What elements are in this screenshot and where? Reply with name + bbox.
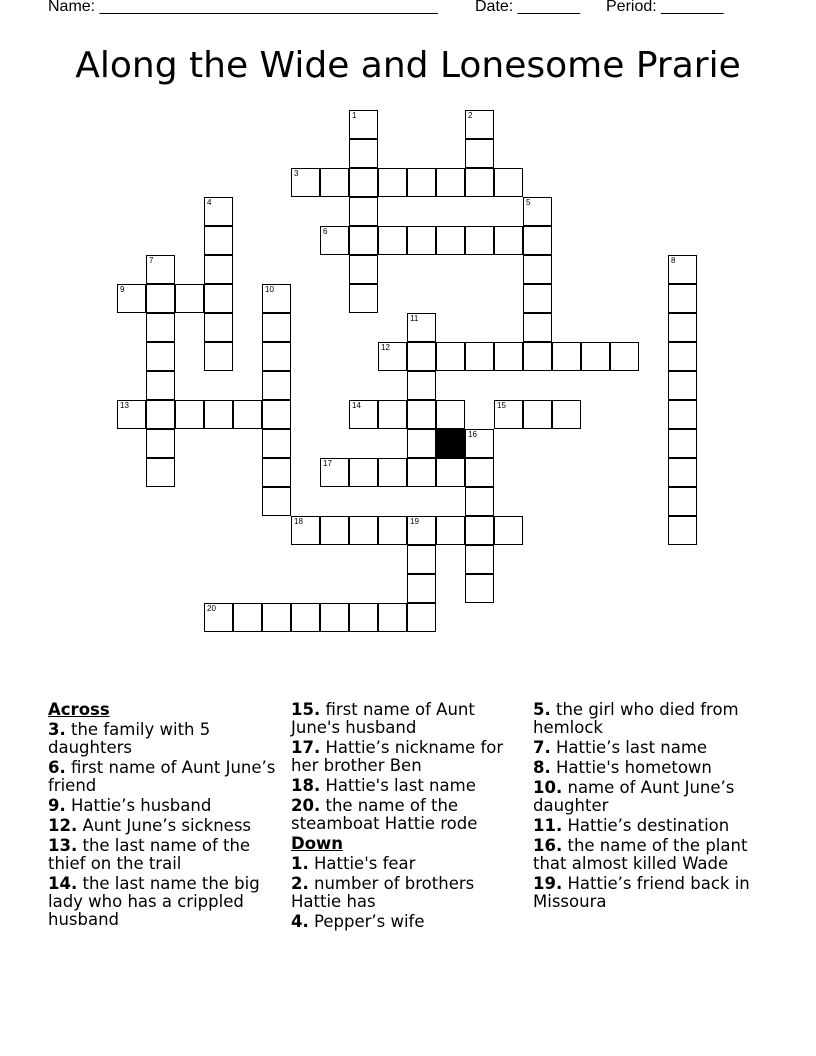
crossword-cell[interactable] bbox=[407, 371, 436, 400]
clue-number: 3 bbox=[294, 169, 299, 178]
crossword-cell[interactable] bbox=[262, 342, 291, 371]
down-clue-5: 5. the girl who died from hemlock bbox=[533, 700, 739, 737]
crossword-cell[interactable] bbox=[465, 110, 494, 139]
crossword-cell[interactable] bbox=[407, 603, 436, 632]
clue-number: 8 bbox=[671, 256, 676, 265]
across-clue-18: 18. Hattie's last name bbox=[291, 776, 476, 795]
crossword-cell[interactable] bbox=[436, 226, 465, 255]
crossword-cell[interactable] bbox=[407, 429, 436, 458]
black-square bbox=[436, 429, 465, 458]
clue-number: 17 bbox=[323, 459, 332, 468]
crossword-cell[interactable] bbox=[349, 168, 378, 197]
down-clue-1: 1. Hattie's fear bbox=[291, 854, 416, 873]
crossword-cell[interactable] bbox=[378, 168, 407, 197]
crossword-cell[interactable] bbox=[175, 284, 204, 313]
period-field[interactable]: Period: _______ bbox=[606, 0, 724, 15]
crossword-cell[interactable] bbox=[291, 168, 320, 197]
crossword-cell[interactable] bbox=[204, 226, 233, 255]
crossword-cell[interactable] bbox=[262, 313, 291, 342]
across-clue-14: 14. the last name the big lady who has a crippled husband bbox=[48, 874, 260, 929]
crossword-cell[interactable] bbox=[349, 284, 378, 313]
crossword-cell[interactable] bbox=[204, 342, 233, 371]
crossword-cell[interactable] bbox=[378, 226, 407, 255]
crossword-cell[interactable] bbox=[204, 255, 233, 284]
clue-number: 4 bbox=[207, 198, 212, 207]
crossword-cell[interactable] bbox=[407, 458, 436, 487]
clue-number: 19 bbox=[410, 517, 419, 526]
crossword-cell[interactable] bbox=[668, 342, 697, 371]
down-clue-11: 11. Hattie’s destination bbox=[533, 816, 730, 835]
crossword-cell[interactable] bbox=[320, 458, 349, 487]
clue-number: 18 bbox=[294, 517, 303, 526]
across-clue-9: 9. Hattie’s husband bbox=[48, 796, 212, 815]
crossword-cell[interactable] bbox=[204, 284, 233, 313]
crossword-cell[interactable] bbox=[523, 255, 552, 284]
crossword-cell[interactable] bbox=[378, 342, 407, 371]
crossword-cell[interactable] bbox=[146, 458, 175, 487]
clue-number: 15 bbox=[497, 401, 506, 410]
clue-number: 9 bbox=[120, 285, 125, 294]
crossword-cell[interactable] bbox=[407, 226, 436, 255]
crossword-cell[interactable] bbox=[523, 284, 552, 313]
crossword-cell[interactable] bbox=[262, 487, 291, 516]
across-clue-13: 13. the last name of the thief on the trail bbox=[48, 836, 251, 873]
crossword-cell[interactable] bbox=[407, 545, 436, 574]
crossword-cell[interactable] bbox=[668, 400, 697, 429]
crossword-cell[interactable] bbox=[349, 458, 378, 487]
crossword-cell[interactable] bbox=[175, 400, 204, 429]
crossword-cell[interactable] bbox=[494, 516, 523, 545]
crossword-cell[interactable] bbox=[407, 516, 436, 545]
crossword-cell[interactable] bbox=[407, 168, 436, 197]
crossword-cell[interactable] bbox=[668, 516, 697, 545]
crossword-cell[interactable] bbox=[407, 313, 436, 342]
crossword-cell[interactable] bbox=[349, 197, 378, 226]
crossword-cell[interactable] bbox=[378, 603, 407, 632]
crossword-cell[interactable] bbox=[436, 168, 465, 197]
clue-number: 16 bbox=[468, 430, 477, 439]
crossword-cell[interactable] bbox=[146, 342, 175, 371]
crossword-cell[interactable] bbox=[668, 371, 697, 400]
crossword-cell[interactable] bbox=[320, 516, 349, 545]
crossword-cell[interactable] bbox=[204, 313, 233, 342]
crossword-cell[interactable] bbox=[204, 603, 233, 632]
crossword-cell[interactable] bbox=[668, 487, 697, 516]
crossword-cell[interactable] bbox=[465, 429, 494, 458]
crossword-cell[interactable] bbox=[523, 197, 552, 226]
crossword-cell[interactable] bbox=[436, 400, 465, 429]
crossword-cell[interactable] bbox=[494, 168, 523, 197]
crossword-cell[interactable] bbox=[204, 400, 233, 429]
name-field[interactable]: Name: ______________________________________ bbox=[48, 0, 438, 15]
across-clue-15: 15. first name of Aunt June's husband bbox=[291, 700, 475, 737]
clues-column-3 bbox=[533, 701, 768, 913]
crossword-cell[interactable] bbox=[465, 139, 494, 168]
crossword-cell[interactable] bbox=[117, 284, 146, 313]
crossword-cell[interactable] bbox=[349, 400, 378, 429]
crossword-cell[interactable] bbox=[349, 139, 378, 168]
puzzle-title: Along the Wide and Lonesome Prarie bbox=[75, 45, 741, 86]
down-clue-4: 4. Pepper’s wife bbox=[291, 912, 425, 931]
clue-number: 10 bbox=[265, 285, 274, 294]
crossword-cell[interactable] bbox=[320, 168, 349, 197]
crossword-cell[interactable] bbox=[349, 255, 378, 284]
crossword-cell[interactable] bbox=[378, 400, 407, 429]
across-clue-20: 20. the name of the steamboat Hattie rode bbox=[291, 796, 478, 833]
crossword-cell[interactable] bbox=[204, 197, 233, 226]
clue-number: 20 bbox=[207, 604, 216, 613]
crossword-cell[interactable] bbox=[523, 313, 552, 342]
crossword-cell[interactable] bbox=[262, 429, 291, 458]
crossword-cell[interactable] bbox=[233, 400, 262, 429]
crossword-cell[interactable] bbox=[262, 400, 291, 429]
crossword-cell[interactable] bbox=[465, 516, 494, 545]
crossword-cell[interactable] bbox=[465, 458, 494, 487]
crossword-cell[interactable] bbox=[668, 313, 697, 342]
date-field[interactable]: Date: _______ bbox=[475, 0, 580, 15]
down-clue-19: 19. Hattie’s friend back in Missoura bbox=[533, 874, 750, 911]
clue-number: 13 bbox=[120, 401, 129, 410]
crossword-cell[interactable] bbox=[668, 429, 697, 458]
crossword-cell[interactable] bbox=[349, 516, 378, 545]
crossword-cell[interactable] bbox=[436, 458, 465, 487]
crossword-cell[interactable] bbox=[262, 458, 291, 487]
crossword-cell[interactable] bbox=[349, 226, 378, 255]
crossword-cell[interactable] bbox=[349, 110, 378, 139]
crossword-cell[interactable] bbox=[146, 400, 175, 429]
down-clue-16: 16. the name of the plant that almost killed Wade bbox=[533, 836, 748, 873]
across-clue-3: 3. the family with 5 daughters bbox=[48, 720, 211, 757]
across-clue-17: 17. Hattie’s nickname for her brother Ben bbox=[291, 738, 504, 775]
crossword-cell[interactable] bbox=[436, 342, 465, 371]
crossword-cell[interactable] bbox=[581, 342, 610, 371]
crossword-cell[interactable] bbox=[407, 342, 436, 371]
across-clue-6: 6. first name of Aunt June’s friend bbox=[48, 758, 276, 795]
crossword-cell[interactable] bbox=[523, 342, 552, 371]
down-clue-10: 10. name of Aunt June’s daughter bbox=[533, 778, 735, 815]
clue-number: 11 bbox=[410, 314, 419, 323]
clue-number: 12 bbox=[381, 343, 390, 352]
crossword-cell[interactable] bbox=[262, 284, 291, 313]
crossword-cell[interactable] bbox=[378, 458, 407, 487]
crossword-cell[interactable] bbox=[146, 255, 175, 284]
crossword-cell[interactable] bbox=[436, 516, 465, 545]
crossword-cell[interactable] bbox=[465, 226, 494, 255]
crossword-cell[interactable] bbox=[117, 400, 146, 429]
crossword-cell[interactable] bbox=[465, 487, 494, 516]
crossword-cell[interactable] bbox=[146, 313, 175, 342]
clue-number: 6 bbox=[323, 227, 328, 236]
down-clue-7: 7. Hattie’s last name bbox=[533, 738, 708, 757]
crossword-cell[interactable] bbox=[465, 545, 494, 574]
crossword-cell[interactable] bbox=[407, 574, 436, 603]
crossword-cell[interactable] bbox=[262, 371, 291, 400]
crossword-cell[interactable] bbox=[465, 574, 494, 603]
crossword-cell[interactable] bbox=[668, 284, 697, 313]
clue-number: 5 bbox=[526, 198, 531, 207]
crossword-cell[interactable] bbox=[291, 516, 320, 545]
crossword-cell[interactable] bbox=[494, 226, 523, 255]
across-heading: Across bbox=[48, 700, 110, 719]
worksheet-header bbox=[0, 0, 816, 20]
crossword-cell[interactable] bbox=[146, 284, 175, 313]
crossword-cell[interactable] bbox=[552, 342, 581, 371]
crossword-cell[interactable] bbox=[610, 342, 639, 371]
crossword-cell[interactable] bbox=[320, 226, 349, 255]
crossword-cell[interactable] bbox=[668, 458, 697, 487]
crossword-cell[interactable] bbox=[668, 255, 697, 284]
down-clue-8: 8. Hattie's hometown bbox=[533, 758, 712, 777]
crossword-cell[interactable] bbox=[407, 400, 436, 429]
crossword-cell[interactable] bbox=[494, 400, 523, 429]
crossword-cell[interactable] bbox=[320, 603, 349, 632]
clues-column-2 bbox=[291, 701, 526, 933]
crossword-cell[interactable] bbox=[523, 400, 552, 429]
crossword-cell[interactable] bbox=[465, 342, 494, 371]
crossword-cell[interactable] bbox=[262, 603, 291, 632]
clue-number: 1 bbox=[352, 111, 357, 120]
across-clue-12: 12. Aunt June’s sickness bbox=[48, 816, 252, 835]
crossword-cell[interactable] bbox=[349, 603, 378, 632]
crossword-cell[interactable] bbox=[465, 168, 494, 197]
crossword-cell[interactable] bbox=[233, 603, 262, 632]
clue-number: 2 bbox=[468, 111, 473, 120]
clues-column-1 bbox=[48, 701, 283, 931]
crossword-cell[interactable] bbox=[494, 342, 523, 371]
crossword-cell[interactable] bbox=[378, 516, 407, 545]
crossword-cell[interactable] bbox=[552, 400, 581, 429]
crossword-cell[interactable] bbox=[523, 226, 552, 255]
clue-number: 7 bbox=[149, 256, 154, 265]
crossword-cell[interactable] bbox=[146, 429, 175, 458]
crossword-cell[interactable] bbox=[291, 603, 320, 632]
down-clue-2: 2. number of brothers Hattie has bbox=[291, 874, 475, 911]
down-heading: Down bbox=[291, 834, 344, 853]
clue-number: 14 bbox=[352, 401, 361, 410]
crossword-cell[interactable] bbox=[146, 371, 175, 400]
